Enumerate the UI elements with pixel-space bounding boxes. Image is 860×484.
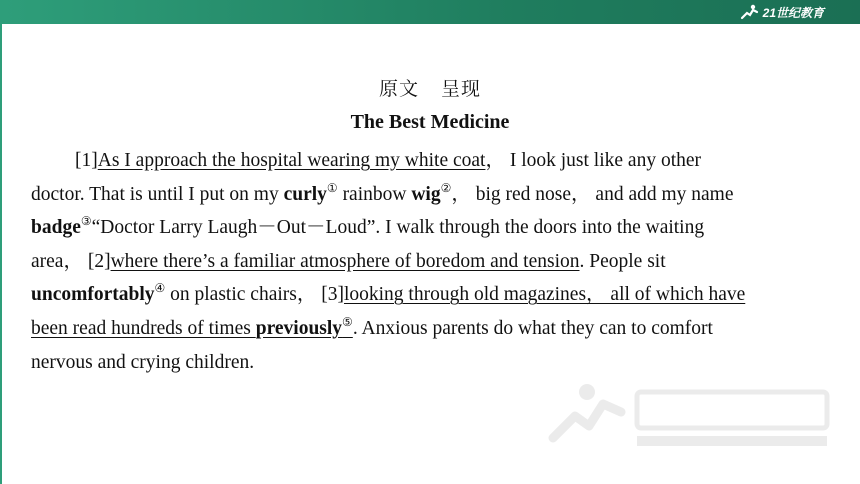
text-run: rainbow: [337, 183, 412, 205]
brand-logo: [738, 3, 824, 21]
watermark-logo: [545, 378, 835, 458]
passage-line-4: [31, 245, 831, 279]
passage-line-6: [31, 312, 831, 346]
runner-icon: [738, 4, 760, 20]
note-number: ③: [80, 214, 92, 229]
vocab-word: uncomfortably: [31, 284, 155, 306]
note-number: ①: [326, 180, 338, 195]
vocab-word: curly: [283, 183, 327, 205]
underlined-phrase: where there’s a familiar atmosphere of boredom and tension: [110, 250, 580, 272]
text-run: on plastic chairs， [3]: [165, 284, 344, 306]
note-number: ⑤: [342, 314, 353, 329]
text-run: . Anxious parents do what they can to comfort: [352, 317, 713, 339]
vocab-word: wig: [411, 183, 441, 205]
header-bar: [0, 0, 860, 24]
brand-logo-text: 21世纪教育: [762, 5, 824, 20]
section-heading: [0, 74, 860, 101]
text-run: ， I look just like any other: [485, 150, 702, 171]
passage-line-3: [31, 211, 831, 245]
passage-title: The Best Medicine: [350, 111, 510, 133]
passage-line-5: [31, 278, 831, 312]
heading-part2: 呈现: [441, 78, 482, 100]
text-run: nervous and crying children.: [31, 351, 255, 373]
vocab-word: badge: [31, 217, 81, 239]
text-run: “Doctor Larry Laugh－Out－Loud”. I walk through the doors into the waiting: [91, 217, 705, 239]
underlined-phrase: looking through old magazines， all of which have: [343, 284, 746, 306]
underlined-phrase: As I approach the hospital wearing my white coat: [97, 150, 486, 171]
heading-part1: 原文: [378, 78, 419, 100]
text-run: area， [2]: [31, 250, 111, 272]
text-run: ， big red nose， and add my name: [451, 183, 734, 205]
text-run: doctor. That is until I put on my: [31, 183, 284, 205]
vocab-word: previously: [255, 317, 343, 339]
underlined-phrase: been read hundreds of times previously⑤: [31, 314, 353, 339]
passage-body: [31, 144, 831, 379]
note-number: ②: [440, 180, 452, 195]
passage-line-2: [31, 178, 831, 212]
sentence-marker: [1]: [75, 150, 98, 171]
text-run: . People sit: [579, 250, 666, 272]
note-number: ④: [154, 281, 166, 296]
passage-line-7: [31, 346, 831, 380]
passage-line-1: [31, 144, 831, 178]
